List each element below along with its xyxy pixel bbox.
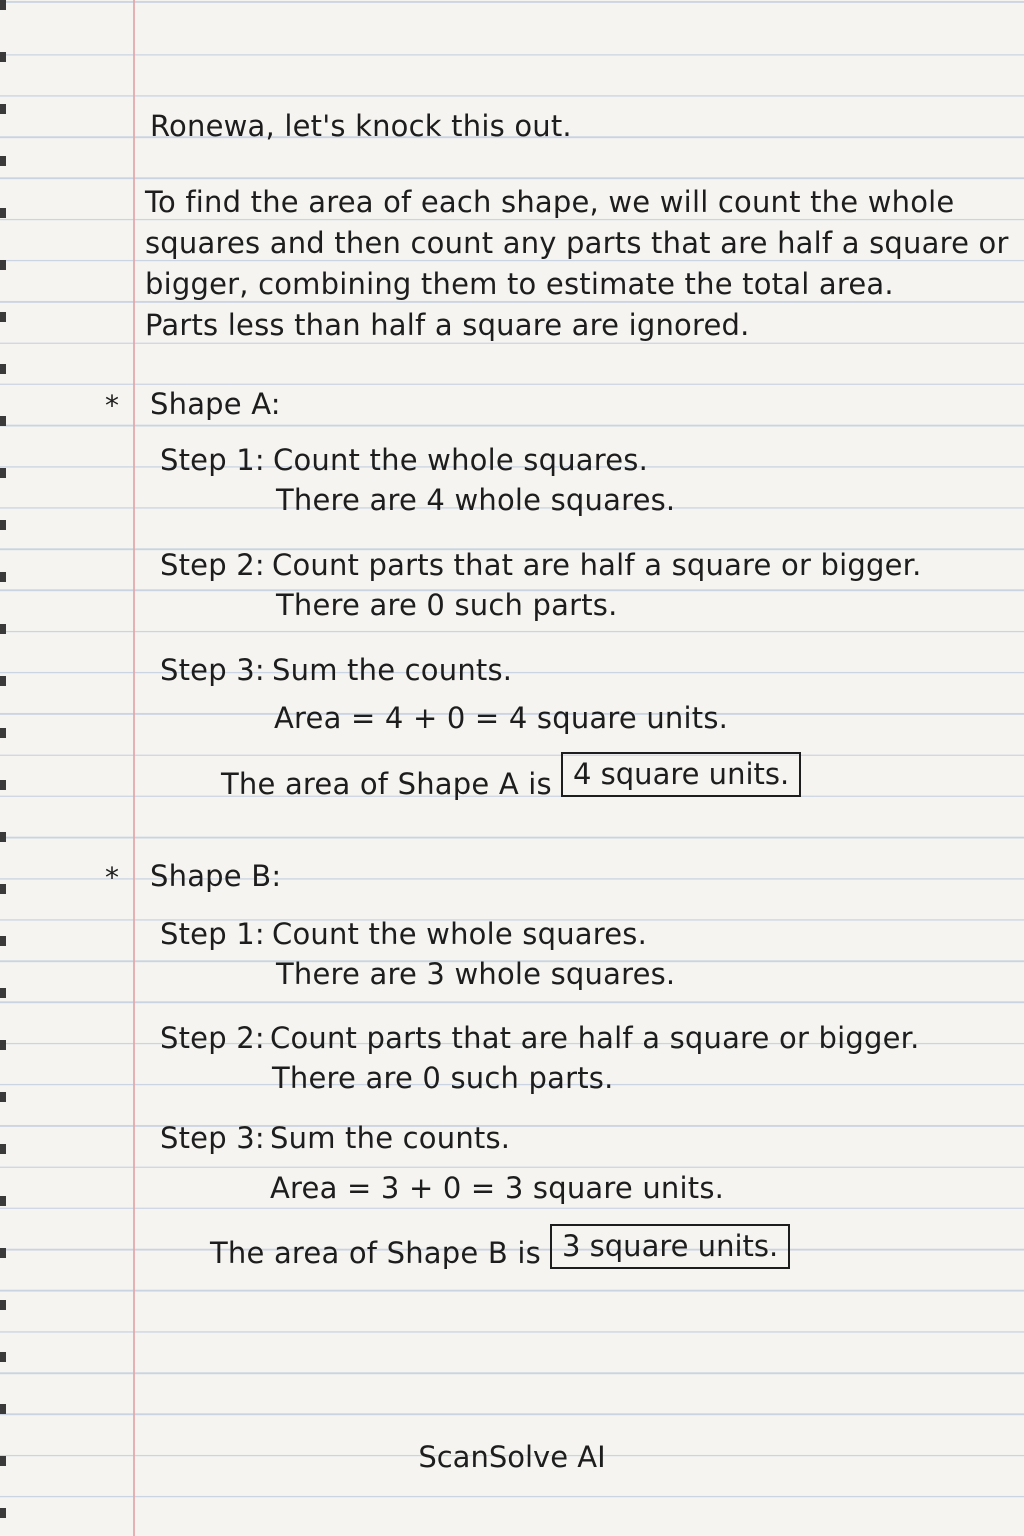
intro-line-3: bigger, combining them to estimate the total area. bbox=[145, 267, 894, 301]
shape-b-step3-result: Area = 3 + 0 = 3 square units. bbox=[270, 1171, 725, 1205]
shape-a-step1-result: There are 4 whole squares. bbox=[276, 483, 676, 517]
shape-b-step2-result: There are 0 such parts. bbox=[272, 1061, 614, 1095]
shape-b-conclusion: The area of Shape B is bbox=[210, 1236, 541, 1270]
intro-line-4: Parts less than half a square are ignored. bbox=[145, 308, 750, 342]
shape-b-title: Shape B: bbox=[150, 859, 282, 893]
shape-b-step3-text: Sum the counts. bbox=[270, 1121, 511, 1155]
intro-line-2: squares and then count any parts that are half a square or bbox=[145, 226, 1009, 260]
shape-b-answer-box: 3 square units. bbox=[550, 1224, 790, 1269]
greeting: Ronewa, let's knock this out. bbox=[150, 109, 572, 143]
shape-b-step1-label: Step 1: bbox=[160, 917, 265, 951]
shape-a-step3-text: Sum the counts. bbox=[272, 653, 513, 687]
spiral-binding bbox=[0, 0, 6, 1536]
shape-b-step3-label: Step 3: bbox=[160, 1121, 265, 1155]
shape-a-conclusion: The area of Shape A is bbox=[221, 767, 552, 801]
shape-a-step3-result: Area = 4 + 0 = 4 square units. bbox=[274, 701, 729, 735]
shape-b-step1-result: There are 3 whole squares. bbox=[276, 957, 676, 991]
shape-a-title: Shape A: bbox=[150, 387, 281, 421]
bullet-star-icon: * bbox=[105, 389, 119, 422]
shape-a-step2-result: There are 0 such parts. bbox=[276, 588, 618, 622]
shape-a-step1-text: Count the whole squares. bbox=[273, 443, 649, 477]
shape-b-step2-label: Step 2: bbox=[160, 1021, 265, 1055]
shape-b-step1-text: Count the whole squares. bbox=[272, 917, 648, 951]
footer-brand: ScanSolve AI bbox=[418, 1440, 606, 1474]
bullet-star-icon: * bbox=[105, 861, 119, 894]
shape-b-step2-text: Count parts that are half a square or bigger. bbox=[270, 1021, 920, 1055]
shape-a-step1-label: Step 1: bbox=[160, 443, 265, 477]
shape-a-answer-box: 4 square units. bbox=[561, 752, 801, 797]
intro-line-1: To find the area of each shape, we will count the whole bbox=[145, 185, 955, 219]
shape-a-step2-label: Step 2: bbox=[160, 548, 265, 582]
shape-a-step3-label: Step 3: bbox=[160, 653, 265, 687]
margin-line bbox=[133, 0, 135, 1536]
shape-a-step2-text: Count parts that are half a square or bigger. bbox=[272, 548, 922, 582]
